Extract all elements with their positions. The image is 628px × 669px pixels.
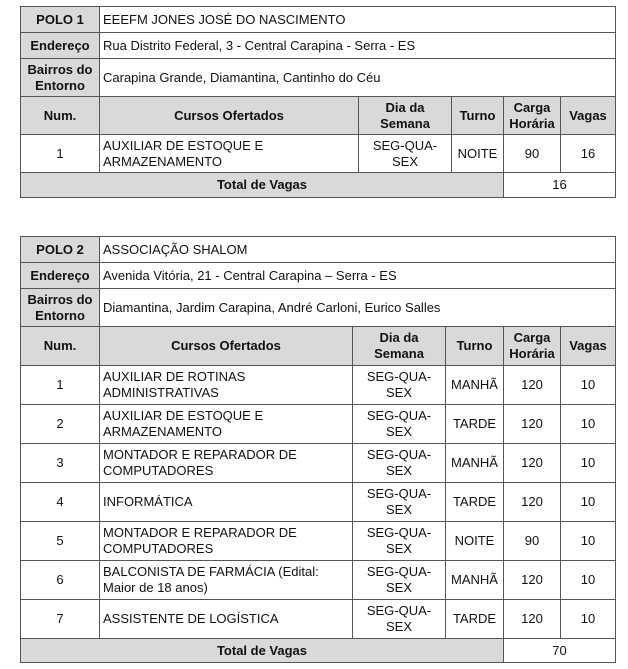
total-value: 16 [504,173,616,198]
total-label: Total de Vagas [21,173,504,198]
polo-label: POLO 2 [21,237,100,263]
table-row [21,561,616,600]
row-vagas: 10 [561,366,616,405]
row-num: 5 [21,522,100,561]
polo-label: POLO 1 [21,7,100,33]
row-dia: SEG-QUA-SEX [359,135,452,173]
table-row [21,522,616,561]
row-dia: SEG-QUA-SEX [353,483,446,522]
table-row [21,135,616,173]
endereco-value: Avenida Vitória, 21 - Central Carapina – Serra - ES [100,263,616,289]
row-carga: 120 [504,405,561,444]
row-carga: 120 [504,600,561,639]
row-turno: MANHÃ [446,561,504,600]
header-num: Num. [21,327,100,366]
row-curso: AUXILIAR DE ESTOQUE E ARMAZENAMENTO [100,135,359,173]
row-num: 2 [21,405,100,444]
row-turno: TARDE [446,405,504,444]
row-carga: 120 [504,444,561,483]
row-dia: SEG-QUA-SEX [353,444,446,483]
total-value: 70 [504,639,616,663]
row-curso: INFORMÁTICA [100,483,353,522]
endereco-value: Rua Distrito Federal, 3 - Central Carapina - Serra - ES [100,33,616,59]
row-curso: ASSISTENTE DE LOGÍSTICA [100,600,353,639]
row-num: 7 [21,600,100,639]
row-turno: NOITE [446,522,504,561]
header-carga: Carga Horária [504,327,561,366]
row-carga: 90 [504,135,561,173]
row-carga: 90 [504,522,561,561]
table-row [21,483,616,522]
row-carga: 120 [504,483,561,522]
row-vagas: 16 [561,135,616,173]
header-dia: Dia da Semana [359,97,452,135]
row-vagas: 10 [561,561,616,600]
row-curso: MONTADOR E REPARADOR DE COMPUTADORES [100,522,353,561]
row-dia: SEG-QUA-SEX [353,522,446,561]
row-num: 1 [21,135,100,173]
row-vagas: 10 [561,444,616,483]
header-vagas: Vagas [561,327,616,366]
table-row [21,366,616,405]
row-curso: BALCONISTA DE FARMÁCIA (Edital: Maior de 18 anos) [100,561,353,600]
row-vagas: 10 [561,600,616,639]
bairros-label: Bairros do Entorno [21,59,100,97]
row-dia: SEG-QUA-SEX [353,366,446,405]
table-row [21,444,616,483]
polo-name: EEEFM JONES JOSÉ DO NASCIMENTO [100,7,616,33]
row-curso: AUXILIAR DE ESTOQUE E ARMAZENAMENTO [100,405,353,444]
row-curso: MONTADOR E REPARADOR DE COMPUTADORES [100,444,353,483]
polo1-table [20,6,616,198]
header-carga: Carga Horária [504,97,561,135]
row-dia: SEG-QUA-SEX [353,561,446,600]
row-carga: 120 [504,366,561,405]
endereco-label: Endereço [21,263,100,289]
endereco-label: Endereço [21,33,100,59]
header-cursos: Cursos Ofertados [100,97,359,135]
row-turno: TARDE [446,600,504,639]
row-curso: AUXILIAR DE ROTINAS ADMINISTRATIVAS [100,366,353,405]
row-num: 3 [21,444,100,483]
row-turno: NOITE [452,135,504,173]
row-dia: SEG-QUA-SEX [353,405,446,444]
header-num: Num. [21,97,100,135]
bairros-value: Diamantina, Jardim Carapina, André Carloni, Eurico Salles [100,289,616,327]
bairros-label: Bairros do Entorno [21,289,100,327]
row-num: 6 [21,561,100,600]
total-label: Total de Vagas [21,639,504,663]
row-num: 4 [21,483,100,522]
row-turno: TARDE [446,483,504,522]
polo2-table [20,236,616,663]
header-dia: Dia da Semana [353,327,446,366]
header-cursos: Cursos Ofertados [100,327,353,366]
row-vagas: 10 [561,405,616,444]
row-carga: 120 [504,561,561,600]
row-turno: MANHÃ [446,366,504,405]
row-vagas: 10 [561,483,616,522]
table-row [21,405,616,444]
header-vagas: Vagas [561,97,616,135]
row-dia: SEG-QUA-SEX [353,600,446,639]
row-vagas: 10 [561,522,616,561]
row-turno: MANHÃ [446,444,504,483]
row-num: 1 [21,366,100,405]
table-row [21,600,616,639]
bairros-value: Carapina Grande, Diamantina, Cantinho do Céu [100,59,616,97]
polo-name: ASSOCIAÇÃO SHALOM [100,237,616,263]
header-turno: Turno [452,97,504,135]
header-turno: Turno [446,327,504,366]
